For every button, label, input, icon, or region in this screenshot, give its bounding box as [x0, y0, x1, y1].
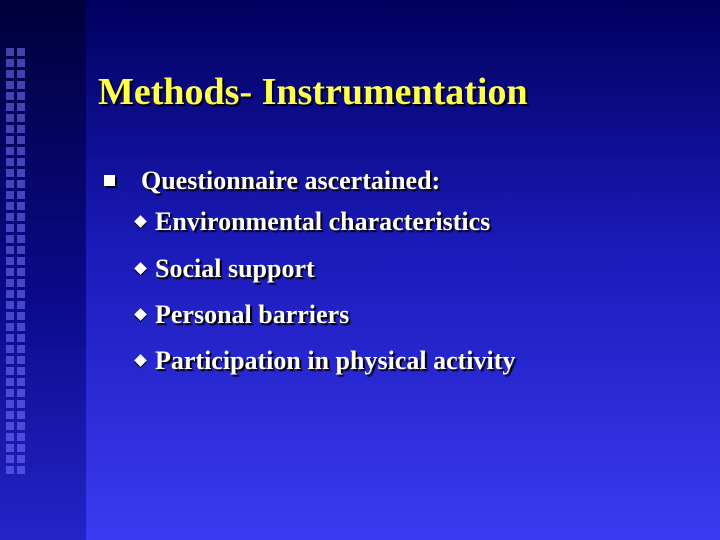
sub-item-text: Environmental characteristics: [155, 207, 491, 236]
diamond-bullet-icon: [134, 262, 147, 275]
diamond-bullet-icon: [134, 354, 147, 367]
left-decorative-strip: [0, 0, 86, 540]
decorative-squares-left: [6, 48, 14, 477]
diamond-bullet-icon: [134, 215, 147, 228]
sub-item-text: Social support: [155, 254, 315, 283]
bullet-item: [104, 166, 440, 196]
diamond-bullet-icon: [134, 308, 147, 321]
sub-item-text: Personal barriers: [155, 300, 350, 329]
slide-title: Methods- Instrumentation: [98, 71, 528, 113]
sub-item: [136, 300, 349, 330]
square-bullet-icon: [104, 175, 115, 186]
bullet-text: Questionnaire ascertained:: [141, 166, 441, 195]
sub-item-text: Participation in physical activity: [155, 346, 516, 375]
decorative-squares-right: [17, 48, 25, 477]
sub-item: [136, 207, 490, 237]
sub-item: [136, 346, 515, 376]
sub-item: [136, 254, 315, 284]
